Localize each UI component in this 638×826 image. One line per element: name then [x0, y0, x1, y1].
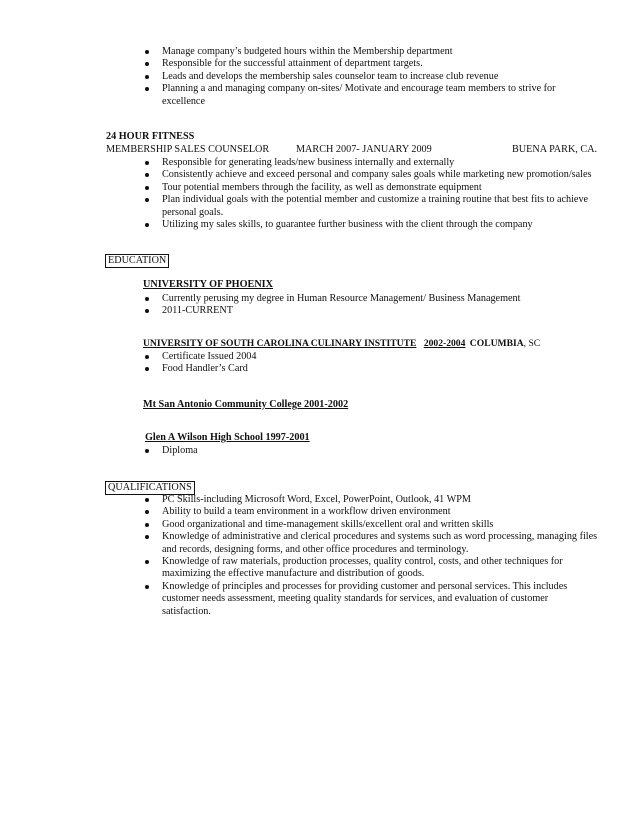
school-name: UNIVERSITY OF PHOENIX [143, 279, 273, 290]
list-item: Tour potential members through the facility, as well as demonstrate equipment [143, 182, 608, 194]
company-name: 24 HOUR FITNESS [106, 131, 195, 142]
list-item: Diploma [143, 445, 583, 457]
list-item: Currently perusing my degree in Human Resource Management/ Business Management [143, 293, 583, 305]
qualification-bullets [143, 494, 608, 618]
school-bullets [143, 445, 583, 457]
list-item: Knowledge of administrative and clerical procedures and systems such as word processing, managing files and records, designing forms, and other office procedures and terminology. [143, 531, 608, 556]
job-bullets [143, 157, 608, 231]
list-item: Responsible for generating leads/new business internally and externally [143, 157, 608, 169]
school-name: Glen A Wilson High School 1997-2001 [145, 432, 310, 443]
school-name-line: UNIVERSITY OF SOUTH CAROLINA CULINARY INSTITUTE 2002-2004 COLUMBIA, SC [143, 338, 541, 349]
list-item: Leads and develops the membership sales counselor team to increase club revenue [143, 71, 583, 83]
list-item: Plan individual goals with the potential member and customize a training routine that best fits to achieve personal goals. [143, 194, 602, 219]
job-title: MEMBERSHIP SALES COUNSELOR [106, 144, 270, 155]
section-heading-education: EDUCATION [105, 254, 169, 268]
list-item: PC Skills-including Microsoft Word, Excel, PowerPoint, Outlook, 41 WPM [143, 494, 608, 506]
job-location: BUENA PARK, CA. [512, 144, 598, 155]
list-item: Utilizing my sales skills, to guarantee further business with the client through the company [143, 219, 608, 231]
list-item: Good organizational and time-management skills/excellent oral and written skills [143, 519, 608, 531]
school-bullets [143, 293, 583, 318]
list-item: Food Handler’s Card [143, 363, 583, 375]
list-item: Knowledge of principles and processes for providing customer and personal services. This includes customer needs assessment, meeting quality standards for services, and evaluation of customer satisfaction. [143, 581, 592, 618]
job-dates: MARCH 2007- JANUARY 2009 [296, 144, 432, 155]
list-item: Certificate Issued 2004 [143, 351, 583, 363]
list-item: 2011-CURRENT [143, 305, 583, 317]
list-item: Responsible for the successful attainment of department targets. [143, 58, 583, 70]
list-item: Knowledge of raw materials, production processes, quality control, costs, and other techniques for maximizing the effective manufacture and distribution of goods. [143, 556, 582, 581]
school-name: Mt San Antonio Community College 2001-2002 [143, 399, 349, 410]
list-item: Manage company’s budgeted hours within the Membership department [143, 46, 583, 58]
list-item: Planning a and managing company on-sites/ Motivate and encourage team members to strive for excellence [143, 83, 574, 108]
section-heading-qualifications: QUALIFICATIONS [105, 481, 195, 495]
list-item: Consistently achieve and exceed personal and company sales goals while marketing new promotion/sales [143, 169, 608, 181]
previous-job-bullets [143, 46, 583, 108]
school-bullets [143, 351, 583, 376]
list-item: Ability to build a team environment in a workflow driven environment [143, 506, 608, 518]
